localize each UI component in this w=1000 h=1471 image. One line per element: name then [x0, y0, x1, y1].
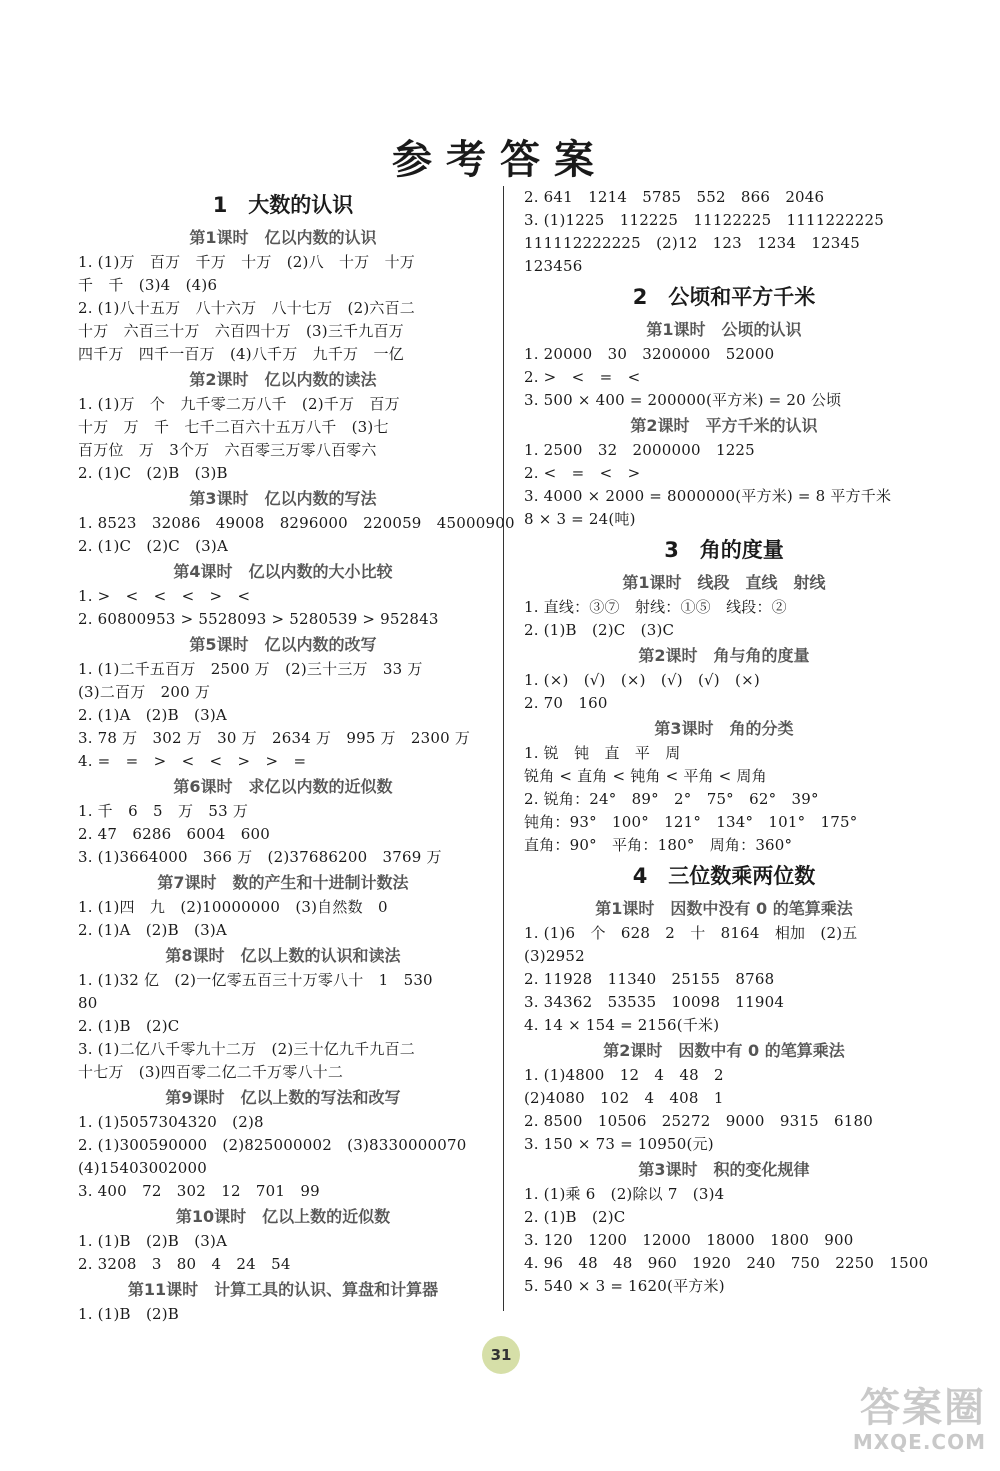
- lesson-heading: 第10课时 亿以上数的近似数: [175, 1207, 391, 1226]
- answer-line: 千 千 (3)4 (4)6: [78, 276, 218, 294]
- answer-line: 2. > < = <: [524, 368, 641, 386]
- unit-heading: 1 大数的认识: [212, 193, 354, 217]
- answer-line: 1. (1)二千五百万 2500 万 (2)三十三万 33 万: [78, 660, 423, 678]
- answer-line: 2. 8500 10506 25272 9000 9315 6180: [524, 1112, 874, 1130]
- lesson-heading: 第9课时 亿以上数的写法和改写: [165, 1088, 401, 1107]
- lesson-heading: 第6课时 求亿以内数的近似数: [173, 777, 393, 796]
- column-divider: [503, 186, 504, 1311]
- answer-line: 百万位 万 3个万 六百零三万零八百零六: [78, 441, 377, 459]
- answer-line: 3. 150 × 73 = 10950(元): [524, 1135, 714, 1153]
- answer-line: 2. 60800953 > 5528093 > 5280539 > 952843: [78, 610, 439, 628]
- answer-line: 3. 34362 53535 10098 11904: [524, 993, 785, 1011]
- answer-line: 8 × 3 = 24(吨): [524, 510, 636, 528]
- page-title: 参考答案: [392, 136, 608, 183]
- answer-line: 2. (1)B (2)C: [78, 1017, 180, 1035]
- answer-line: 5. 540 × 3 = 1620(平方米): [524, 1277, 725, 1295]
- answer-line: 2. 3208 3 80 4 24 54: [78, 1255, 291, 1273]
- answer-line: 3. (1)3664000 366 万 (2)37686200 3769 万: [78, 848, 442, 866]
- answer-line: 1. (1)6 个 628 2 十 8164 相加 (2)五: [524, 924, 858, 942]
- answer-line: 2. 锐角：24° 89° 2° 75° 62° 39°: [524, 790, 819, 808]
- answer-line: 3. (1)1225 112225 11122225 1111222225: [524, 211, 884, 229]
- lesson-heading: 第2课时 平方千米的认识: [630, 416, 818, 435]
- right-column: [524, 186, 929, 1298]
- lesson-heading: 第7课时 数的产生和十进制计数法: [157, 873, 409, 892]
- lesson-heading: 第4课时 亿以内数的大小比较: [173, 562, 393, 581]
- answer-line: 2. 70 160: [524, 694, 608, 712]
- watermark-logo-text: 答案圈: [860, 1385, 986, 1431]
- watermark: [786, 1386, 986, 1458]
- answer-line: 3. 400 72 302 12 701 99: [78, 1182, 320, 1200]
- lesson-heading: 第2课时 因数中有 0 的笔算乘法: [603, 1041, 845, 1060]
- answer-line: 3. (1)二亿八千零九十二万 (2)三十亿九千九百二: [78, 1040, 415, 1058]
- answer-line: (3)二百万 200 万: [78, 683, 211, 701]
- left-column: [78, 186, 515, 1326]
- answer-line: 111112222225 (2)12 123 1234 12345: [524, 234, 860, 252]
- unit-heading: 3 角的度量: [664, 538, 784, 562]
- answer-line: 4. 14 × 154 = 2156(千米): [524, 1016, 720, 1034]
- lesson-heading: 第1课时 公顷的认识: [646, 320, 802, 339]
- lesson-heading: 第2课时 亿以内数的读法: [189, 370, 377, 389]
- lesson-heading: 第1课时 线段 直线 射线: [622, 573, 826, 592]
- answer-line: 十万 六百三十万 六百四十万 (3)三千九百万: [78, 322, 404, 340]
- answer-line: 直角：90° 平角：180° 周角：360°: [524, 836, 793, 854]
- answer-line: 2. < = < >: [524, 464, 641, 482]
- answer-line: 2. (1)C (2)B (3)B: [78, 464, 228, 482]
- answer-line: 1. 2500 32 2000000 1225: [524, 441, 755, 459]
- answer-line: 3. 4000 × 2000 = 8000000(平方米) = 8 平方千米: [524, 487, 892, 505]
- answer-line: 1. (1)乘 6 (2)除以 7 (3)4: [524, 1185, 725, 1203]
- unit-heading: 4 三位数乘两位数: [632, 864, 816, 888]
- lesson-heading: 第3课时 积的变化规律: [638, 1160, 810, 1179]
- answer-line: 1. 锐 钝 直 平 周: [524, 744, 681, 762]
- answer-line: 123456: [524, 257, 583, 275]
- answer-line: 2. (1)A (2)B (3)A: [78, 921, 227, 939]
- lesson-heading: 第11课时 计算工具的认识、算盘和计算器: [127, 1280, 439, 1299]
- answer-line: 锐角 < 直角 < 钝角 < 平角 < 周角: [524, 767, 767, 785]
- answer-line: 1. 千 6 5 万 53 万: [78, 802, 249, 820]
- lesson-heading: 第2课时 角与角的度量: [638, 646, 810, 665]
- answer-line: 1. (1)B (2)B (3)A: [78, 1232, 228, 1250]
- answer-line: 1. > < < < > <: [78, 587, 251, 605]
- answer-line: 2. (1)八十五万 八十六万 八十七万 (2)六百二: [78, 299, 415, 317]
- lesson-heading: 第1课时 亿以内数的认识: [189, 228, 377, 247]
- watermark-url: MXQE.COM: [852, 1430, 986, 1454]
- answer-line: (4)15403002000: [78, 1159, 208, 1177]
- answer-line: 2. (1)B (2)C (3)C: [524, 621, 675, 639]
- lesson-heading: 第3课时 亿以内数的写法: [189, 489, 377, 508]
- answer-line: 十万 万 千 七千二百六十五万八千 (3)七: [78, 418, 389, 436]
- answer-line: 2. (1)B (2)C: [524, 1208, 626, 1226]
- page-number: 31: [482, 1336, 520, 1374]
- answer-line: 2. (1)300590000 (2)825000002 (3)8330000070: [78, 1136, 467, 1154]
- answer-line: 2. 641 1214 5785 552 866 2046: [524, 188, 825, 206]
- unit-heading: 2 公顷和平方千米: [632, 285, 816, 309]
- answer-line: 3. 78 万 302 万 30 万 2634 万 995 万 2300 万: [78, 729, 471, 747]
- answer-line: 钝角：93° 100° 121° 134° 101° 175°: [524, 813, 858, 831]
- answer-line: 1. 8523 32086 49008 8296000 220059 45000900: [78, 514, 515, 532]
- answer-line: 1. (1)四 九 (2)10000000 (3)自然数 0: [78, 898, 388, 916]
- answer-line: 1. 20000 30 3200000 52000: [524, 345, 775, 363]
- answer-line: (2)4080 102 4 408 1: [524, 1089, 724, 1107]
- answer-line: 2. 11928 11340 25155 8768: [524, 970, 775, 988]
- answer-line: 1. (1)万 个 九千零二万八千 (2)千万 百万: [78, 395, 400, 413]
- answer-line: 2. (1)A (2)B (3)A: [78, 706, 227, 724]
- answer-line: 1. (1)5057304320 (2)8: [78, 1113, 264, 1131]
- answer-line: 3. 500 × 400 = 200000(平方米) = 20 公顷: [524, 391, 842, 409]
- lesson-heading: 第5课时 亿以内数的改写: [189, 635, 377, 654]
- lesson-heading: 第8课时 亿以上数的认识和读法: [165, 946, 401, 965]
- answer-line: 80: [78, 994, 98, 1012]
- answer-line: 1. (1)4800 12 4 48 2: [524, 1066, 724, 1084]
- answer-line: 4. = = > < < > > =: [78, 752, 307, 770]
- answer-line: 1. (1)B (2)B: [78, 1305, 180, 1323]
- answer-line: 1. 直线：③⑦ 射线：①⑤ 线段：②: [524, 598, 787, 616]
- answer-line: 2. 47 6286 6004 600: [78, 825, 270, 843]
- lesson-heading: 第3课时 角的分类: [654, 719, 794, 738]
- answer-line: 1. (1)万 百万 千万 十万 (2)八 十万 十万: [78, 253, 415, 271]
- answer-line: (3)2952: [524, 947, 585, 965]
- answer-line: 2. (1)C (2)C (3)A: [78, 537, 229, 555]
- answer-line: 四千万 四千一百万 (4)八千万 九千万 一亿: [78, 345, 404, 363]
- lesson-heading: 第1课时 因数中没有 0 的笔算乘法: [595, 899, 853, 918]
- answer-line: 1. (×) (√) (×) (√) (√) (×): [524, 671, 760, 689]
- answer-line: 3. 120 1200 12000 18000 1800 900: [524, 1231, 854, 1249]
- answer-line: 4. 96 48 48 960 1920 240 750 2250 1500: [524, 1254, 929, 1272]
- answer-line: 1. (1)32 亿 (2)一亿零五百三十万零八十 1 530: [78, 971, 433, 989]
- answer-line: 十七万 (3)四百零二亿二千万零八十二: [78, 1063, 344, 1081]
